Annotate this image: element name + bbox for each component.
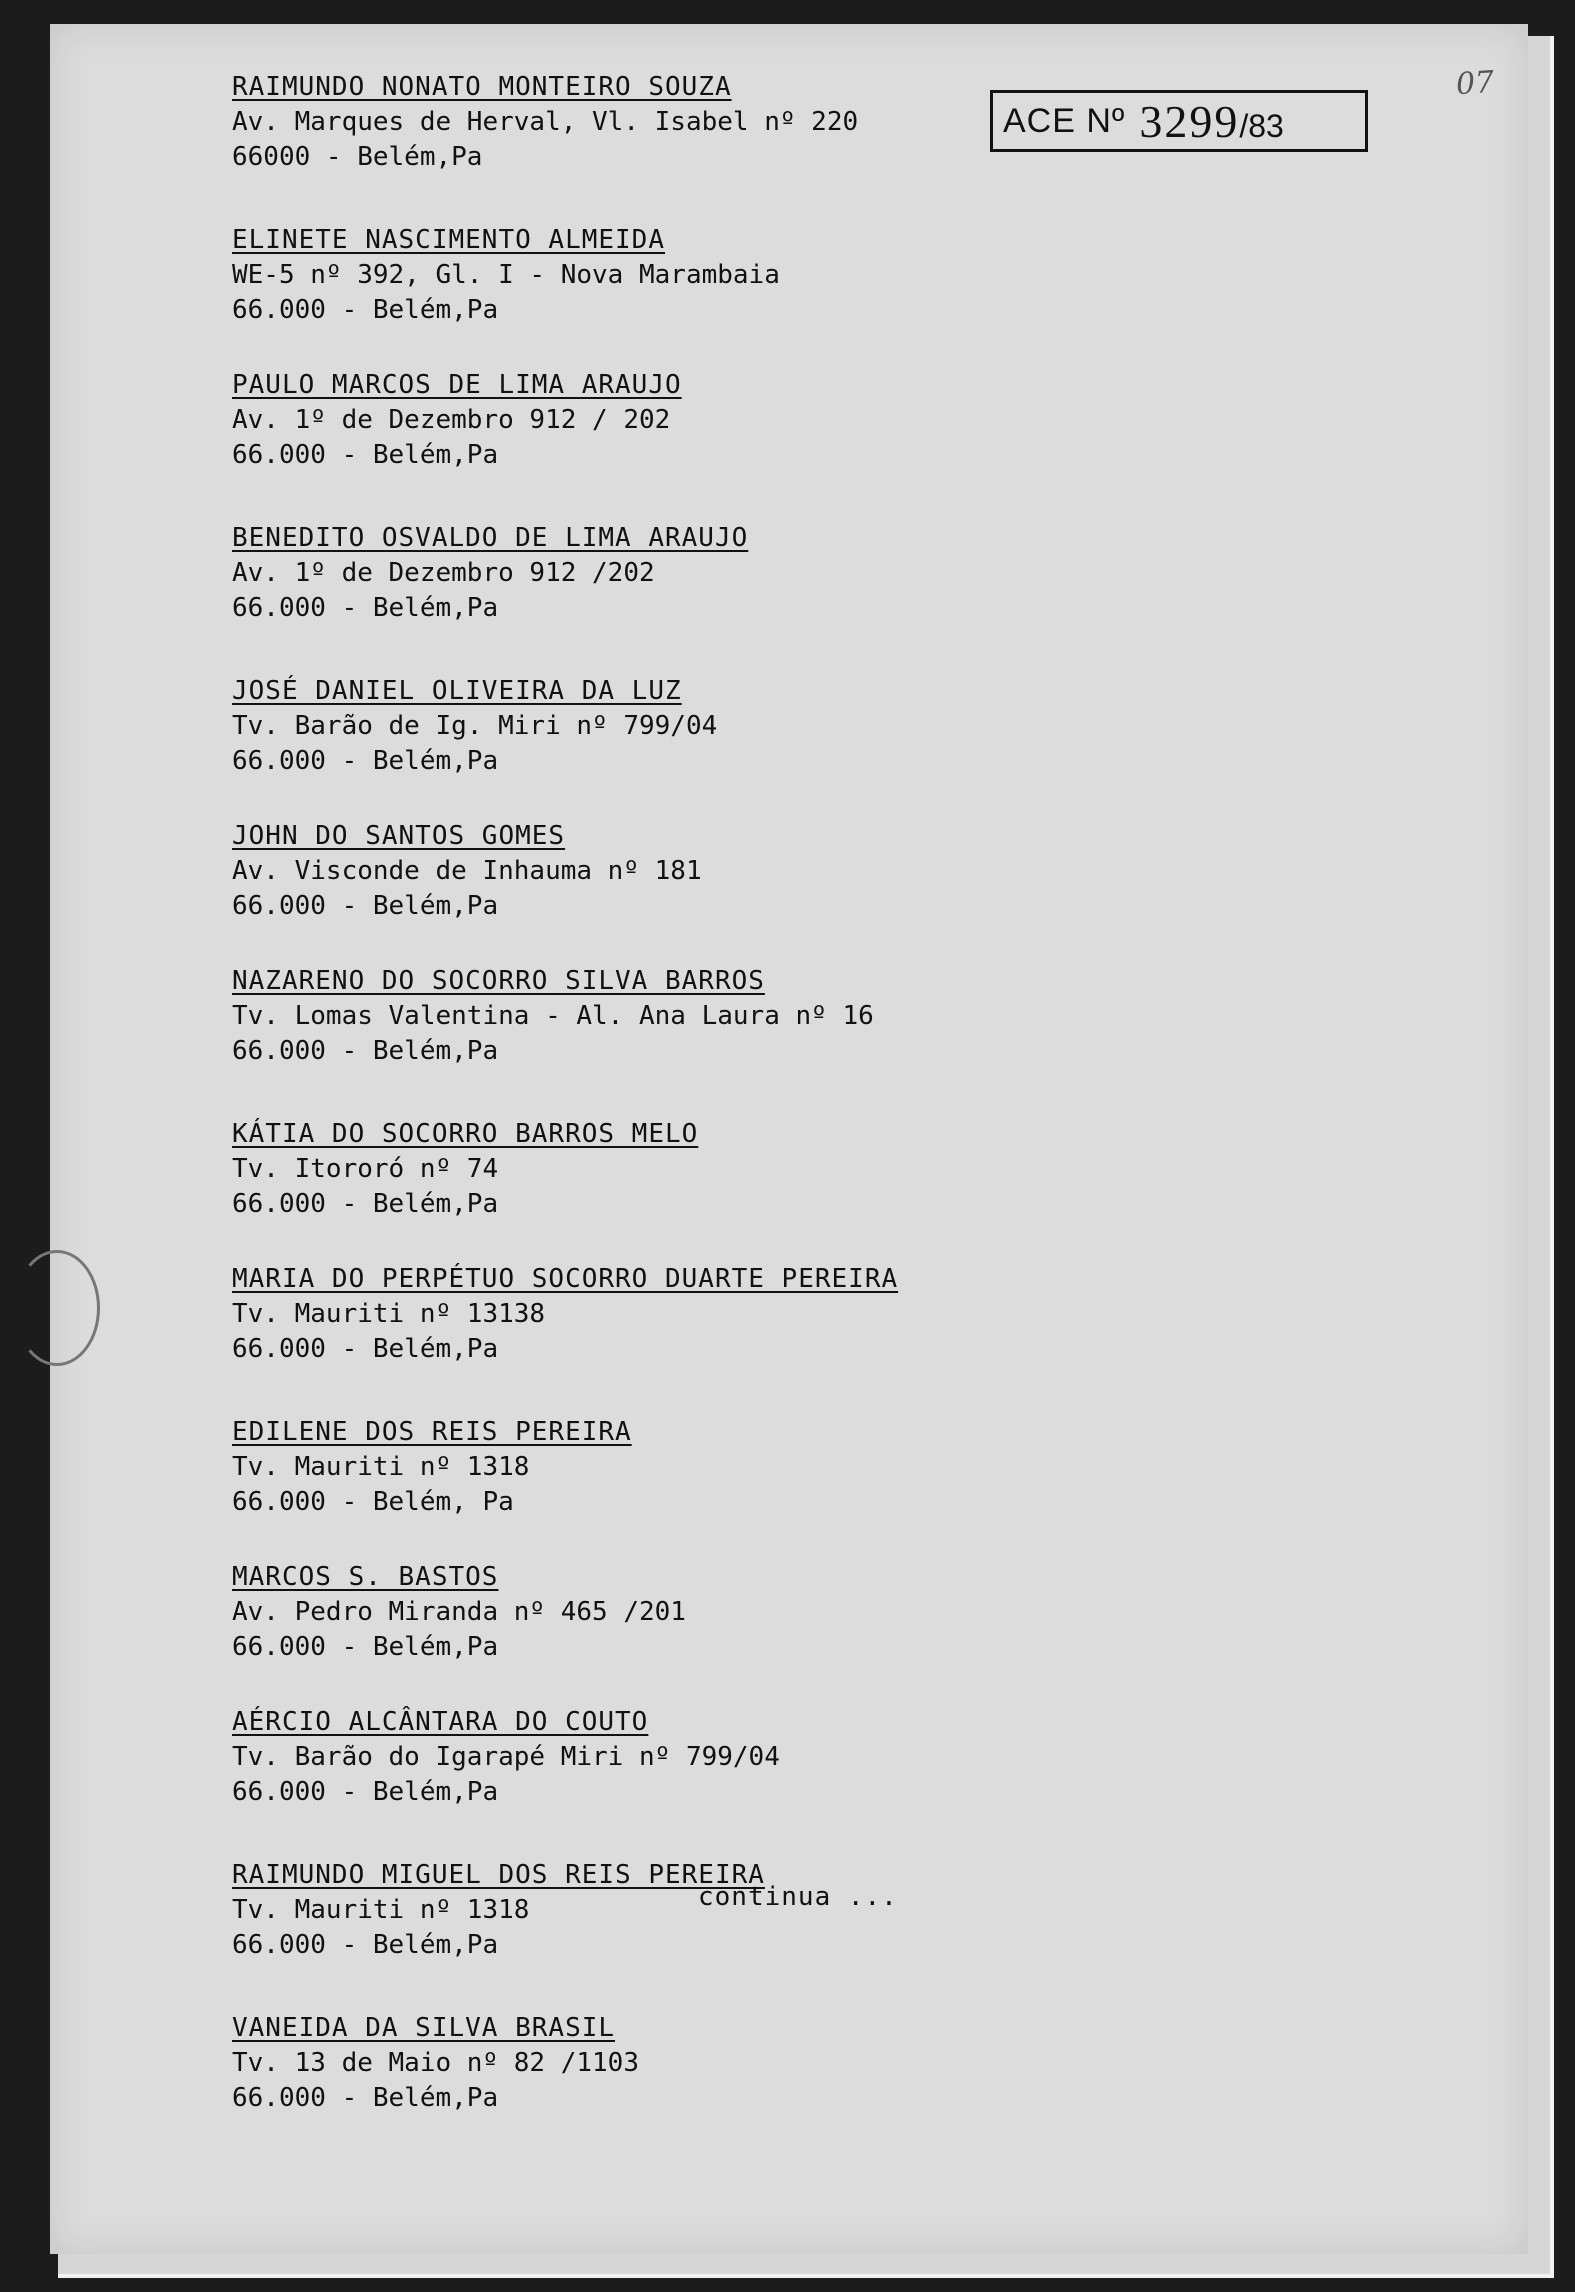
entry-address: Tv. Barão de Ig. Miri nº 799/04 xyxy=(232,711,718,741)
entry-name: KÁTIA DO SOCORRO BARROS MELO xyxy=(232,1119,699,1149)
entry-name: ELINETE NASCIMENTO ALMEIDA xyxy=(232,225,665,255)
entry-city: 66.000 - Belém,Pa xyxy=(232,2083,499,2113)
entry-address: Tv. Mauriti nº 1318 xyxy=(232,1895,530,1925)
entry-name: AÉRCIO ALCÂNTARA DO COUTO xyxy=(232,1707,649,1737)
entry-city: 66000 - Belém,Pa xyxy=(232,142,483,172)
ace-stamp-value xyxy=(1139,95,1283,148)
entry-name: JOHN DO SANTOS GOMES xyxy=(232,821,566,851)
entry-city: 66.000 - Belém,Pa xyxy=(232,746,499,776)
address-entry xyxy=(232,674,1112,779)
address-list xyxy=(232,70,1112,2164)
continues-note: continua ... xyxy=(698,1882,898,1912)
entry-address: Tv. Itororó nº 74 xyxy=(232,1154,499,1184)
binder-ring-mark xyxy=(14,1250,100,1366)
entry-city: 66.000 - Belém,Pa xyxy=(232,1036,499,1066)
entry-name: RAIMUNDO NONATO MONTEIRO SOUZA xyxy=(232,72,732,102)
address-entry xyxy=(232,819,1112,924)
entry-name: VANEIDA DA SILVA BRASIL xyxy=(232,2013,616,2043)
address-entry xyxy=(232,70,1112,175)
entry-name: EDILENE DOS REIS PEREIRA xyxy=(232,1417,632,1447)
entry-address: Av. 1º de Dezembro 912 / 202 xyxy=(232,405,671,435)
entry-name: BENEDITO OSVALDO DE LIMA ARAUJO xyxy=(232,523,749,553)
entry-address: Av. Marques de Herval, Vl. Isabel nº 220 xyxy=(232,107,859,137)
entry-city: 66.000 - Belém,Pa xyxy=(232,295,499,325)
ace-stamp-suffix: /83 xyxy=(1239,107,1284,144)
entry-address: Av. 1º de Dezembro 912 /202 xyxy=(232,558,655,588)
entry-city: 66.000 - Belém,Pa xyxy=(232,1334,499,1364)
entry-city: 66.000 - Belém,Pa xyxy=(232,1189,499,1219)
entry-city: 66.000 - Belém,Pa xyxy=(232,1930,499,1960)
ace-stamp-number: 3299 xyxy=(1139,95,1240,147)
entry-address: Tv. 13 de Maio nº 82 /1103 xyxy=(232,2048,639,2078)
address-entry xyxy=(232,1262,1112,1367)
page-number: 07 xyxy=(1454,64,1496,103)
entry-name: MARCOS S. BASTOS xyxy=(232,1562,499,1592)
address-entry xyxy=(232,1560,1112,1665)
address-entry xyxy=(232,1858,1112,1963)
entry-name: MARIA DO PERPÉTUO SOCORRO DUARTE PEREIRA xyxy=(232,1264,899,1294)
entry-address: Av. Pedro Miranda nº 465 /201 xyxy=(232,1597,686,1627)
entry-name: NAZARENO DO SOCORRO SILVA BARROS xyxy=(232,966,765,996)
entry-city: 66.000 - Belém,Pa xyxy=(232,1777,499,1807)
entry-city: 66.000 - Belém,Pa xyxy=(232,440,499,470)
entry-address: WE-5 nº 392, Gl. I - Nova Marambaia xyxy=(232,260,780,290)
address-entry xyxy=(232,521,1112,626)
entry-city: 66.000 - Belém,Pa xyxy=(232,593,499,623)
entry-address: Av. Visconde de Inhauma nº 181 xyxy=(232,856,702,886)
ace-stamp-label: ACE Nº xyxy=(1003,101,1126,140)
entry-address: Tv. Lomas Valentina - Al. Ana Laura nº 16 xyxy=(232,1001,874,1031)
entry-address: Tv. Mauriti nº 13138 xyxy=(232,1299,546,1329)
address-entry xyxy=(232,1117,1112,1222)
address-entry xyxy=(232,964,1112,1069)
entry-address: Tv. Barão do Igarapé Miri nº 799/04 xyxy=(232,1742,780,1772)
address-entry xyxy=(232,1415,1112,1520)
entry-name: RAIMUNDO MIGUEL DOS REIS PEREIRA xyxy=(232,1860,765,1890)
address-entry xyxy=(232,1705,1112,1810)
address-entry xyxy=(232,368,1112,473)
entry-address: Tv. Mauriti nº 1318 xyxy=(232,1452,530,1482)
entry-name: PAULO MARCOS DE LIMA ARAUJO xyxy=(232,370,682,400)
entry-name: JOSÉ DANIEL OLIVEIRA DA LUZ xyxy=(232,676,682,706)
entry-city: 66.000 - Belém,Pa xyxy=(232,891,499,921)
entry-city: 66.000 - Belém, Pa xyxy=(232,1487,514,1517)
address-entry xyxy=(232,223,1112,328)
address-entry xyxy=(232,2011,1112,2116)
entry-city: 66.000 - Belém,Pa xyxy=(232,1632,499,1662)
